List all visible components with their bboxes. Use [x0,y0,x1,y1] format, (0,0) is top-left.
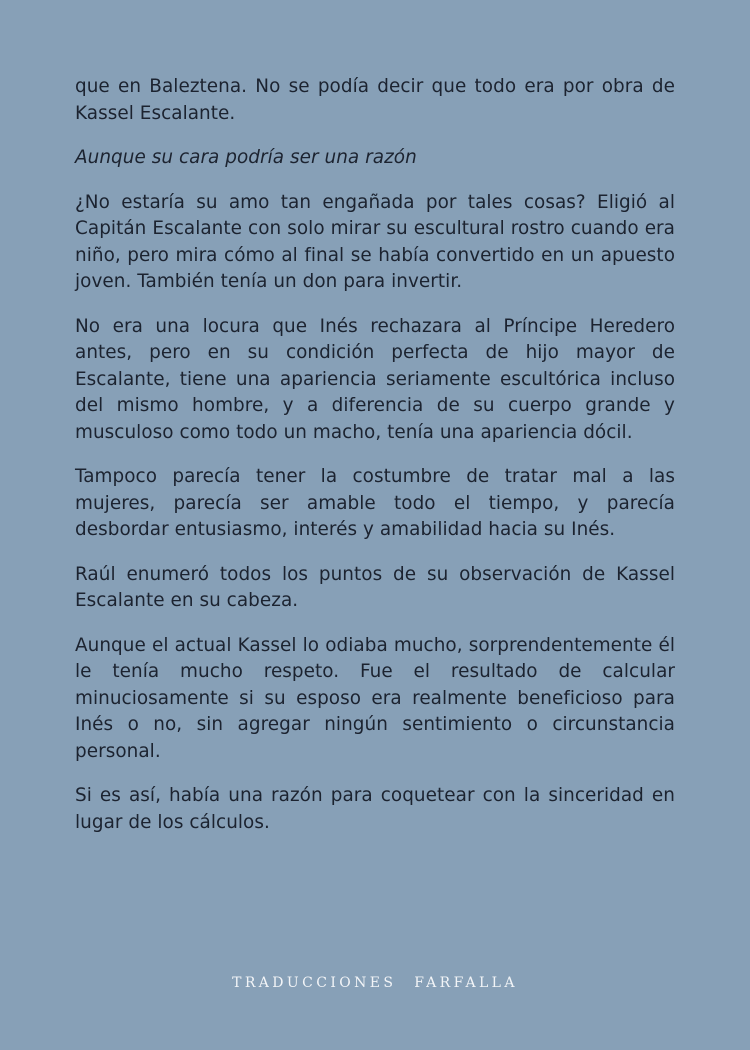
paragraph-4: No era una locura que Inés rechazara al Príncipe Heredero antes, pero en su condición perfecta de hijo mayor de Escalante, tiene una apariencia seriamente escultórica incluso del mismo hombre, y a diferencia de su cuerpo grande y musculoso como todo un macho, tenía una apariencia dócil. [75,315,675,443]
paragraph-3: ¿No estaría su amo tan engañada por tales cosas? Eligió al Capitán Escalante con solo mirar su escultural rostro cuando era niño, pero mira cómo al final se había convertido en un apuesto joven. También tenía un don para invertir. [75,191,675,292]
paragraph-2-italic: Aunque su cara podría ser una razón [75,147,417,168]
paragraph-1: que en Baleztena. No se podía decir que todo era por obra de Kassel Escalante. [75,76,675,124]
paragraph-5: Tampoco parecía tener la costumbre de tratar mal a las mujeres, parecía ser amable todo el tiempo, y parecía desbordar entusiasmo, interés y amabilidad hacia su Inés. [75,466,675,540]
paragraph-6: Raúl enumeró todos los puntos de su observación de Kassel Escalante en su cabeza. [75,563,675,611]
page-body [75,74,675,854]
paragraph-8: Si es así, había una razón para coquetear con la sinceridad en lugar de los cálculos. [75,785,675,833]
footer-credit: TRADUCCIONES FARFALLA [232,975,518,991]
paragraph-7: Aunque el actual Kassel lo odiaba mucho, sorprendentemente él le tenía mucho respeto. Fue el resultado de calcular minuciosamente si su esposo era realmente beneficioso para Inés o no, sin agregar ningún sentimiento o circunstancia personal. [75,634,675,762]
